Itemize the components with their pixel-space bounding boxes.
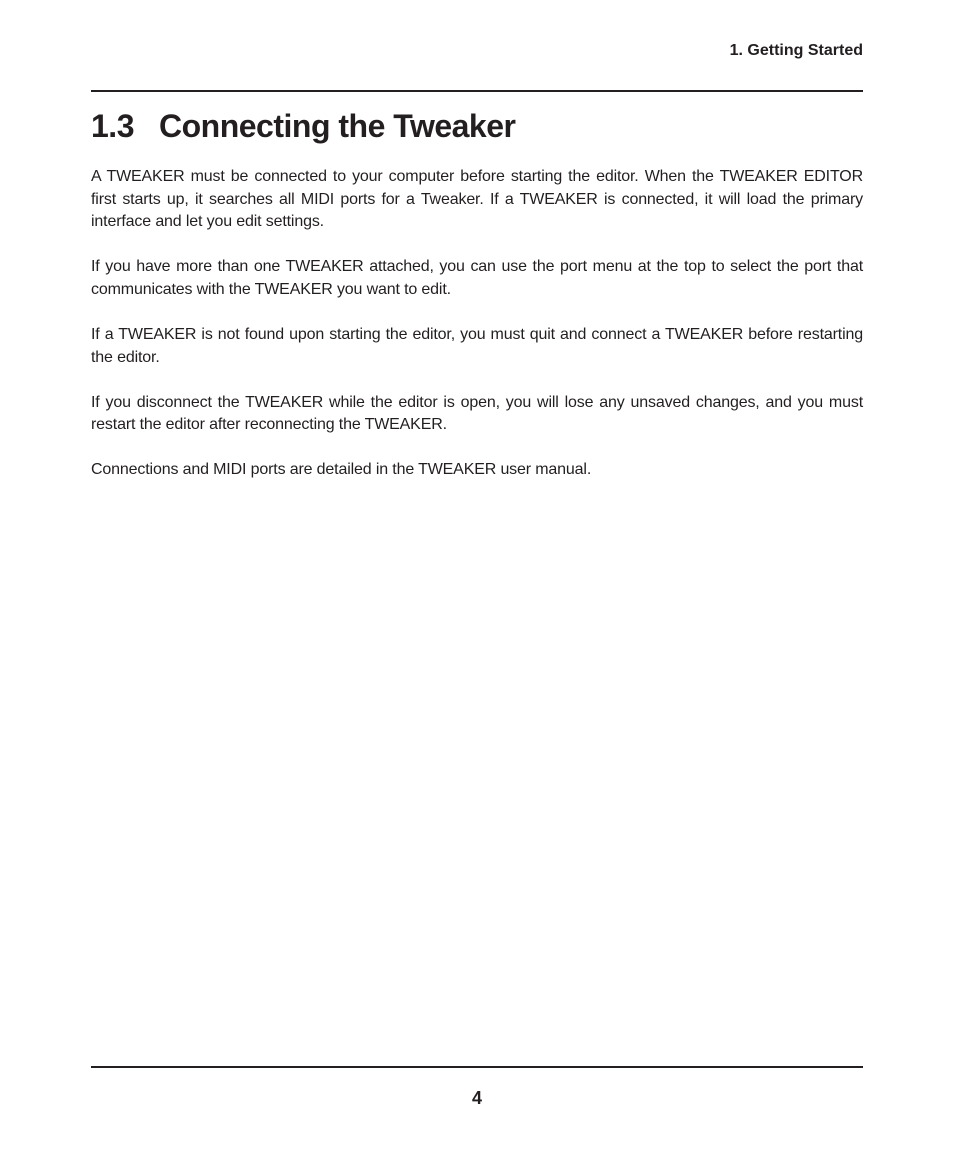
paragraph-disconnect-warning: If you disconnect the TWEAKER while the editor is open, you will lose any unsaved changes, and you must restart the editor after reconnecting the TWEAKER. — [91, 393, 863, 434]
body-text — [91, 166, 863, 504]
running-header: 1. Getting Started — [729, 42, 863, 59]
header-rule — [91, 90, 863, 92]
footer-rule — [91, 1066, 863, 1068]
paragraph-multiple-tweakers: If you have more than one TWEAKER attached, you can use the port menu at the top to select the port that communicates with the TWEAKER you want to edit. — [91, 258, 863, 298]
page-number: 4 — [471, 1088, 482, 1108]
paragraph-not-found: If a TWEAKER is not found upon starting the editor, you must quit and connect a TWEAKER before restarting the editor. — [91, 325, 863, 366]
section-number: 1.3 — [91, 108, 134, 144]
paragraph-manual-reference: Connections and MIDI ports are detailed in the TWEAKER user manual. — [91, 461, 592, 479]
section-heading — [91, 108, 515, 145]
section-title: Connecting the Tweaker — [159, 108, 516, 144]
paragraph-connect-requirement: A TWEAKER must be connected to your computer before starting the editor. When the TWEAKER EDITOR first starts up, it searches all MIDI ports for a Tweaker. If a TWEAKER is connected, it will load the primary interface and let you edit settings. — [91, 168, 863, 231]
